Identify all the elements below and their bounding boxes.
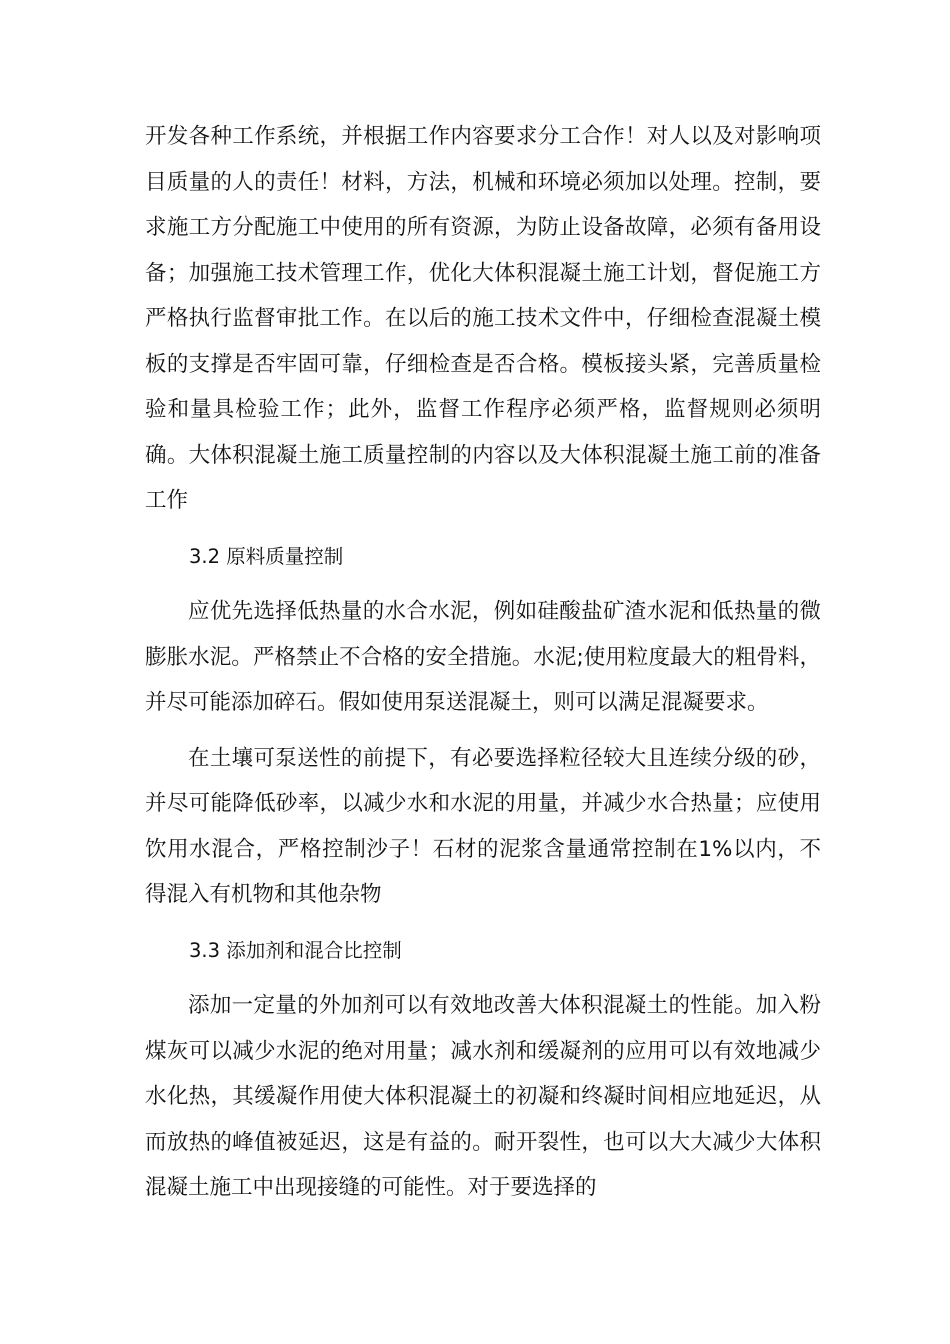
- paragraph-gap: [145, 524, 821, 534]
- paragraph-gap: [145, 918, 821, 928]
- document-page: [145, 114, 821, 1211]
- section-heading-3-3: 3.3 添加剂和混合比控制: [189, 938, 402, 962]
- section-heading-3-2: 3.2 原料质量控制: [189, 544, 344, 568]
- paragraph-gap: [145, 726, 821, 736]
- body-paragraph: 应优先选择低热量的水合水泥，例如硅酸盐矿渣水泥和低热量的微膨胀水泥。严格禁止不合格的安全措施。水泥;使用粒度最大的粗骨料，并尽可能添加碎石。假如使用泵送混凝土，则可以满足混凝要求。: [145, 599, 821, 715]
- paragraph-gap: [145, 973, 821, 983]
- body-paragraph: 添加一定量的外加剂可以有效地改善大体积混凝土的性能。加入粉煤灰可以减少水泥的绝对用量；减水剂和缓凝剂的应用可以有效地减少水化热，其缓凝作用使大体积混凝土的初凝和终凝时间相应地延迟，从而放热的峰值被延迟，这是有益的。耐开裂性，也可以大大减少大体积混凝土施工中出现接缝的可能性。对于要选择的: [145, 993, 821, 1200]
- paragraph-gap: [145, 579, 821, 589]
- body-paragraph: 在土壤可泵送性的前提下，有必要选择粒径较大且连续分级的砂，并尽可能降低砂率，以减少水和水泥的用量，并减少水合热量；应使用饮用水混合，严格控制沙子！石材的泥浆含量通常控制在1%以内，不得混入有机物和其他杂物: [145, 745, 821, 907]
- body-paragraph: 开发各种工作系统，并根据工作内容要求分工合作！对人以及对影响项目质量的人的责任！材料，方法，机械和环境必须加以处理。控制，要求施工方分配施工中使用的所有资源，为防止设备故障，必须有备用设备；加强施工技术管理工作，优化大体积混凝土施工计划，督促施工方严格执行监督审批工作。在以后的施工技术文件中，仔细检查混凝土模板的支撑是否牢固可靠，仔细检查是否合格。模板接头紧，完善质量检验和量具检验工作；此外，监督工作程序必须严格，监督规则必须明确。大体积混凝土施工质量控制的内容以及大体积混凝土施工前的准备工作: [145, 124, 821, 513]
